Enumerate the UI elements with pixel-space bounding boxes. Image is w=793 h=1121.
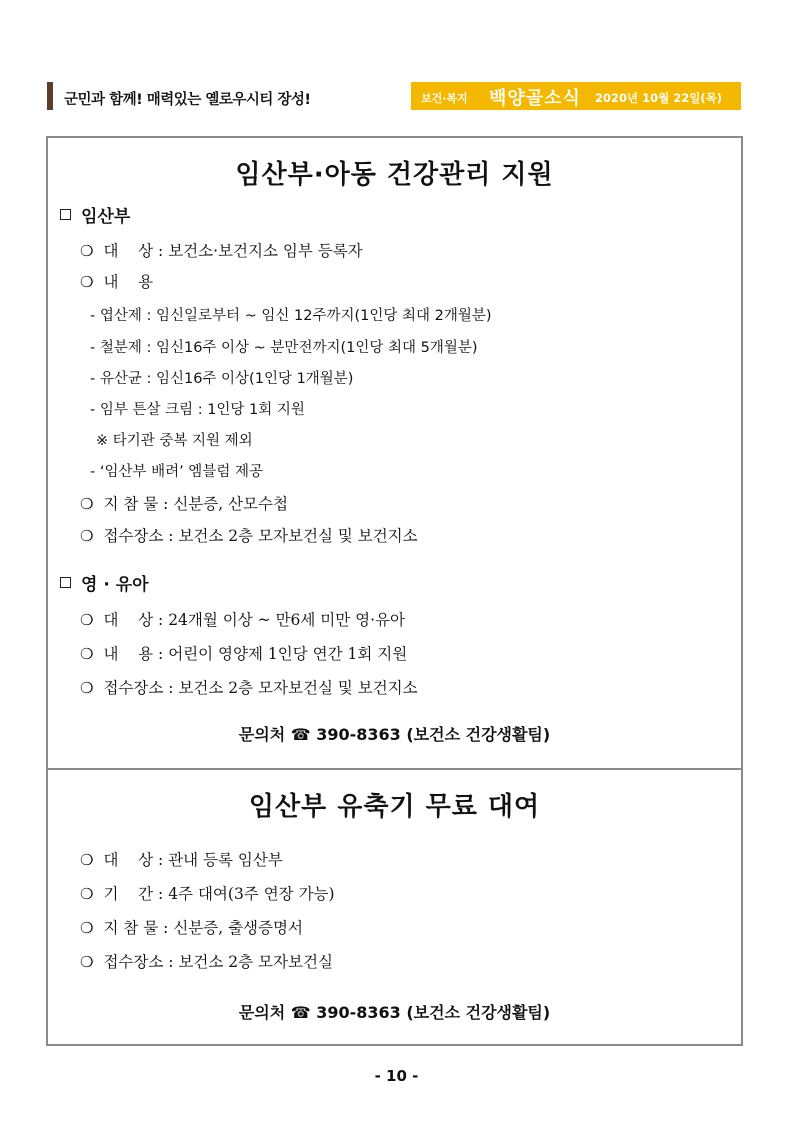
rental-target-row: ❍ 대 상 : 관내 등록 임산부 (80, 851, 283, 869)
infant-target-row: ❍ 대 상 : 24개월 이상 ~ 만6세 미만 영·유아 (80, 611, 406, 629)
pregnant-content-row: ❍ 내 용 (80, 273, 154, 291)
banner-newsletter-title: 백양골소식 (489, 88, 581, 109)
circle-bullet-icon: ❍ (80, 273, 94, 291)
circle-bullet-icon: ❍ (80, 919, 94, 937)
rental-bring-row: ❍ 지 참 물 : 신분증, 출생증명서 (80, 919, 303, 937)
rental-place-row: ❍ 접수장소 : 보건소 2층 모자보건실 (80, 953, 333, 971)
content-item-emblem: - ‘임산부 배려’ 엠블럼 제공 (90, 464, 263, 480)
section1-title: 임산부·아동 건강관리 지원 (235, 160, 554, 190)
page-header (47, 80, 742, 112)
rental-period-row: ❍ 기 간 : 4주 대여(3주 연장 가능) (80, 885, 335, 903)
pregnant-place-row: ❍ 접수장소 : 보건소 2층 모자보건실 및 보건지소 (80, 527, 418, 545)
checkbox-square-icon (60, 577, 71, 588)
infant-content-row: ❍ 내 용 : 어린이 영양제 1인당 연간 1회 지원 (80, 645, 408, 663)
breast-pump-rental-box (46, 766, 743, 1046)
content-item-stretch-cream: - 임부 튼살 크림 : 1인당 1회 지원 (90, 402, 305, 418)
circle-bullet-icon: ❍ (80, 953, 94, 971)
duplicate-support-note: ※ 타기관 중복 지원 제외 (96, 433, 253, 449)
content-item-folic-acid: - 엽산제 : 임신일로부터 ~ 임신 12주까지(1인당 최대 2개월분) (90, 308, 492, 324)
content-item-iron: - 철분제 : 임신16주 이상 ~ 분만전까지(1인당 최대 5개월분) (90, 340, 478, 356)
circle-bullet-icon: ❍ (80, 611, 94, 629)
circle-bullet-icon: ❍ (80, 495, 94, 513)
circle-bullet-icon: ❍ (80, 242, 94, 260)
circle-bullet-icon: ❍ (80, 679, 94, 697)
newsletter-banner (411, 82, 741, 110)
circle-bullet-icon: ❍ (80, 527, 94, 545)
section2-contact: 문의처 ☎ 390-8363 (보건소 건강생활팀) (238, 1003, 551, 1022)
pregnant-bring-row: ❍ 지 참 물 : 신분증, 산모수첩 (80, 495, 288, 513)
pregnant-heading: 임산부 (60, 202, 130, 227)
pregnant-target-row: ❍ 대 상 : 보건소·보건지소 임부 등록자 (80, 242, 363, 260)
header-slogan: 군민과 함께! 매력있는 옐로우시티 장성! (64, 92, 311, 108)
circle-bullet-icon: ❍ (80, 645, 94, 663)
page-number: - 10 - (374, 1067, 419, 1085)
section2-title: 임산부 유축기 무료 대여 (248, 792, 541, 822)
content-item-probiotics: - 유산균 : 임신16주 이상(1인당 1개월분) (90, 371, 354, 387)
banner-date: 2020년 10월 22일(목) (595, 91, 722, 105)
maternal-child-support-box (46, 136, 743, 770)
infant-place-row: ❍ 접수장소 : 보건소 2층 모자보건실 및 보건지소 (80, 679, 418, 697)
circle-bullet-icon: ❍ (80, 885, 94, 903)
header-accent-bar (47, 82, 53, 110)
infant-heading: 영 · 유아 (60, 570, 149, 595)
banner-category: 보건·복지 (421, 92, 468, 105)
circle-bullet-icon: ❍ (80, 851, 94, 869)
section1-contact: 문의처 ☎ 390-8363 (보건소 건강생활팀) (238, 725, 551, 744)
checkbox-square-icon (60, 209, 71, 220)
